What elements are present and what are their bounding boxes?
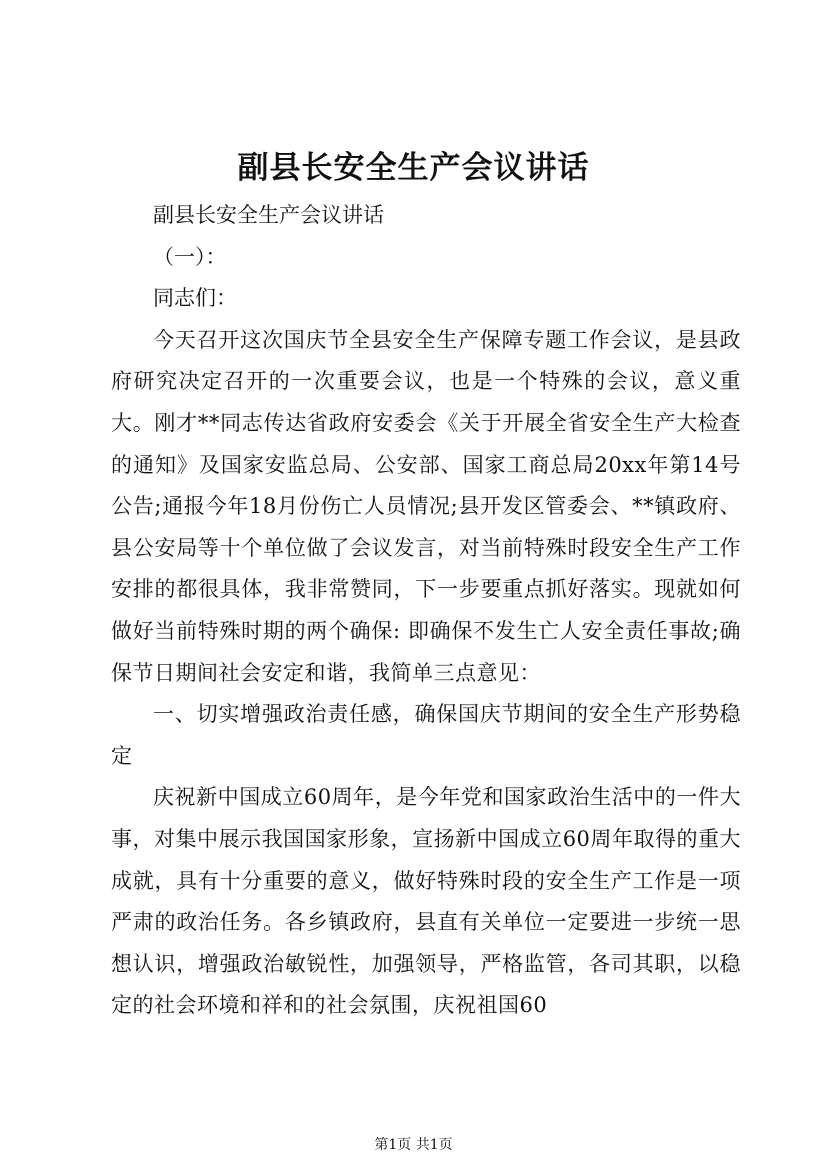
subtitle-line: 副县长安全生产会议讲话 <box>153 203 384 227</box>
document-body <box>111 195 741 1027</box>
salutation: 同志们： <box>153 286 237 311</box>
section-heading-1: 一、切实增强政治责任感，确保国庆节期间的安全生产形势稳定 <box>111 702 741 768</box>
page-footer: 第1页 共1页 <box>374 1137 453 1153</box>
document-title: 副县长安全生产会议讲话 <box>237 150 590 186</box>
part-marker: （一）： <box>153 244 227 269</box>
paragraph-opening: 今天召开这次国庆节全县安全生产保障专题工作会议，是县政府研究决定召开的一次重要会议，也是一个特殊的会议，意义重大。刚才**同志传达省政府安委会《关于开展全省安全生产大检查的通知》及国家安监总局、公安部、国家工商总局20xx年第14号公告;通报今年18月份伤亡人员情况;县开发区管委会、**镇政府、县公安局等十个单位做了会议发言，对当前特殊时段安全生产工作安排的都很具体，我非常赞同，下一步要重点抓好落实。现就如何做好当前特殊时期的两个确保: 即确保不发生亡人安全责任事故;确保节日期间社会安定和谐，我简单三点意见： <box>111 327 741 685</box>
paragraph-section-1: 庆祝新中国成立60周年，是今年党和国家政治生活中的一件大事，对集中展示我国国家形象，宣扬新中国成立60周年取得的重大成就，具有十分重要的意义，做好特殊时段的安全生产工作是一项严肃的政治任务。各乡镇政府，县直有关单位一定要进一步统一思想认识，增强政治敏锐性，加强领导，严格监管，各司其职，以稳定的社会环境和祥和的社会氛围，庆祝祖国60 <box>111 785 741 1018</box>
